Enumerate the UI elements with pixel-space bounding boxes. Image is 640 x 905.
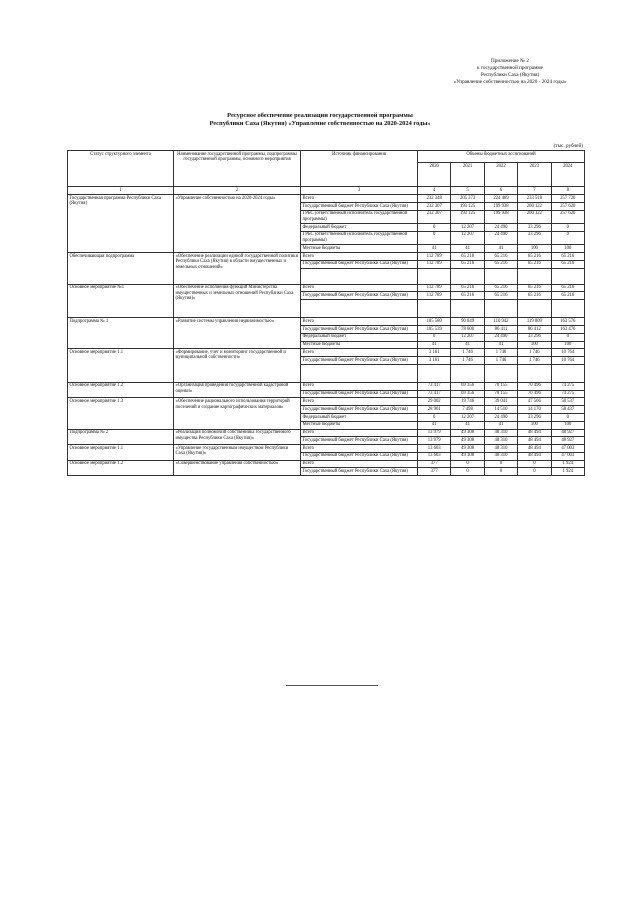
value-cell: 1 746 xyxy=(518,349,551,357)
value-cell: 24 490 xyxy=(484,231,517,244)
source-cell: Всего xyxy=(301,398,418,406)
value-cell: 48 310 xyxy=(484,452,517,460)
value-cell: 70 155 xyxy=(484,382,517,390)
source-cell: Всего xyxy=(301,253,418,261)
value-cell: 1 924 xyxy=(551,468,584,476)
value-cell: 65 216 xyxy=(484,292,517,300)
appendix-line: Республики Саха (Якутия) xyxy=(480,72,540,78)
header-year: 2020 xyxy=(418,163,451,187)
value-cell: 193 125 xyxy=(451,210,484,223)
title-line: Республики Саха (Якутия) «Управление собственностью на 2020-2024 годы» xyxy=(209,120,431,127)
value-cell: 65 216 xyxy=(484,260,517,268)
value-cell: 65 216 xyxy=(518,292,551,300)
column-number: 2 xyxy=(174,187,301,195)
value-cell: 74 275 xyxy=(551,390,584,398)
value-cell: 24 490 xyxy=(484,413,517,421)
column-number: 6 xyxy=(484,187,517,195)
unit-label: (тыс. рублей) xyxy=(553,143,583,149)
table-row xyxy=(68,398,585,406)
name-cell: «Реализация полномочий собственника государственного имущества Республики Саха (Якутия)» xyxy=(174,429,301,445)
value-cell: 41 xyxy=(451,421,484,429)
value-cell: 41 xyxy=(418,341,451,349)
value-cell: 73 417 xyxy=(418,382,451,390)
value-cell: 100 xyxy=(518,421,551,429)
name-cell: «Управление собственностью на 2020-2024 годы» xyxy=(174,195,301,253)
resource-table xyxy=(67,150,585,476)
value-cell: 14 170 xyxy=(518,406,551,414)
value-cell: 47 566 xyxy=(518,398,551,406)
appendix-line: Приложение № 2 xyxy=(491,58,529,64)
value-cell: 0 xyxy=(551,224,584,232)
empty-cell xyxy=(551,364,584,382)
value-cell: 3 161 xyxy=(418,357,451,365)
value-cell: 0 xyxy=(418,224,451,232)
value-cell: 48 927 xyxy=(551,437,584,445)
value-cell: 13 603 xyxy=(418,452,451,460)
value-cell: 14 510 xyxy=(484,406,517,414)
value-cell: 200 122 xyxy=(518,202,551,210)
source-cell: Всего xyxy=(301,382,418,390)
value-cell: 65 216 xyxy=(518,260,551,268)
value-cell: 70 496 xyxy=(518,382,551,390)
value-cell: 200 122 xyxy=(518,210,551,223)
name-cell: «Управление государственным имуществом Республики Саха (Якутия)» xyxy=(174,445,301,461)
value-cell: 224 469 xyxy=(484,195,517,203)
value-cell: 65 216 xyxy=(451,260,484,268)
source-cell: Государственный бюджет Республики Саха (Якутия) xyxy=(301,406,418,414)
status-cell: Основное мероприятие 1.3 xyxy=(68,398,174,429)
value-cell: 86 412 xyxy=(518,325,551,333)
value-cell: 105 580 xyxy=(418,318,451,326)
empty-cell xyxy=(551,300,584,318)
value-cell: 12 207 xyxy=(451,413,484,421)
value-cell: 1 746 xyxy=(451,357,484,365)
status-cell: Основное мероприятие 1.2 xyxy=(68,460,174,476)
empty-cell xyxy=(451,300,484,318)
value-cell: 0 xyxy=(418,413,451,421)
value-cell: 41 xyxy=(451,245,484,253)
value-cell: 48 494 xyxy=(518,452,551,460)
value-cell: 3 161 xyxy=(418,349,451,357)
value-cell: 233 518 xyxy=(518,195,551,203)
value-cell: 19 746 xyxy=(451,398,484,406)
value-cell: 48 310 xyxy=(484,429,517,437)
value-cell: 112 789 xyxy=(418,284,451,292)
column-number: 8 xyxy=(551,187,584,195)
value-cell: 10 764 xyxy=(551,357,584,365)
value-cell: 100 xyxy=(518,341,551,349)
column-number: 3 xyxy=(301,187,418,195)
empty-cell xyxy=(518,268,551,284)
value-cell: 232 307 xyxy=(418,202,451,210)
value-cell: 163 476 xyxy=(551,325,584,333)
name-cell: «Формирование, учет и мониторинг государственной и муниципальной собственности» xyxy=(174,349,301,383)
empty-cell xyxy=(451,268,484,284)
source-cell: Местные бюджеты xyxy=(301,341,418,349)
value-cell: 65 216 xyxy=(551,292,584,300)
header-status: Статус структурного элемента xyxy=(68,151,174,187)
value-cell: 48 310 xyxy=(484,437,517,445)
value-cell: 33 296 xyxy=(518,224,551,232)
header-volumes: Объемы бюджетных ассигнований xyxy=(418,151,585,163)
value-cell: 257 620 xyxy=(551,210,584,223)
value-cell: 70 496 xyxy=(518,390,551,398)
empty-cell xyxy=(484,268,517,284)
header-year: 2022 xyxy=(484,163,517,187)
title-line: Ресурсное обеспечение реализации государственной программы xyxy=(227,112,413,119)
value-cell: 39 041 xyxy=(484,398,517,406)
name-cell: «Совершенствование управления собственностью» xyxy=(174,460,301,476)
value-cell: 112 789 xyxy=(418,260,451,268)
value-cell: 0 xyxy=(551,413,584,421)
value-cell: 0 xyxy=(551,231,584,244)
value-cell: 47 003 xyxy=(551,452,584,460)
value-cell: 12 207 xyxy=(451,231,484,244)
name-cell: «Обеспечение рационального использования территорий поселений и создание картографических материалов» xyxy=(174,398,301,429)
value-cell: 49 308 xyxy=(451,445,484,453)
appendix-line: к государственной программе xyxy=(477,65,543,71)
value-cell: 0 xyxy=(418,333,451,341)
empty-cell xyxy=(418,300,451,318)
value-cell: 10 764 xyxy=(551,349,584,357)
value-cell: 100 xyxy=(551,341,584,349)
value-cell: 100 xyxy=(518,245,551,253)
value-cell: 0 xyxy=(418,231,451,244)
value-cell: 65 216 xyxy=(551,260,584,268)
value-cell: 65 216 xyxy=(518,284,551,292)
value-cell: 377 xyxy=(418,468,451,476)
value-cell: 29 002 xyxy=(418,398,451,406)
value-cell: 65 216 xyxy=(484,253,517,261)
name-cell: «Обеспечение исполнения функций Министерства имущественных и земельных отношений Республики Саха (Якутия)» xyxy=(174,284,301,318)
value-cell: 163 576 xyxy=(551,318,584,326)
source-cell: Федеральный бюджет xyxy=(301,413,418,421)
status-cell: Основное мероприятие №1 xyxy=(68,284,174,318)
value-cell: 65 216 xyxy=(484,284,517,292)
table-row xyxy=(68,445,585,453)
value-cell: 49 308 xyxy=(451,429,484,437)
source-cell: Всего xyxy=(301,195,418,203)
value-cell: 41 xyxy=(451,341,484,349)
header-year: 2021 xyxy=(451,163,484,187)
value-cell: 0 xyxy=(484,460,517,468)
value-cell: 100 xyxy=(551,245,584,253)
value-cell: 74 275 xyxy=(551,382,584,390)
source-cell: Государственный бюджет Республики Саха (Якутия) xyxy=(301,468,418,476)
value-cell: 110 942 xyxy=(484,318,517,326)
value-cell: 205 373 xyxy=(451,195,484,203)
value-cell: 1 746 xyxy=(451,349,484,357)
status-cell: Основное мероприятие 1.2 xyxy=(68,382,174,398)
value-cell: 0 xyxy=(484,468,517,476)
value-cell: 65 216 xyxy=(451,284,484,292)
appendix-line: «Управление собственностью на 2020 - 2024 годы» xyxy=(453,79,567,85)
table-row xyxy=(68,429,585,437)
value-cell: 13 603 xyxy=(418,445,451,453)
value-cell: 41 xyxy=(418,245,451,253)
value-cell: 65 216 xyxy=(451,253,484,261)
status-cell: Государственная программа Республики Саха (Якутия) xyxy=(68,195,174,253)
value-cell: 0 xyxy=(451,460,484,468)
value-cell: 0 xyxy=(518,468,551,476)
value-cell: 48 494 xyxy=(518,437,551,445)
value-cell: 69 356 xyxy=(451,390,484,398)
value-cell: 0 xyxy=(518,460,551,468)
table-row xyxy=(68,460,585,468)
source-cell: Всего xyxy=(301,284,418,292)
value-cell: 7 498 xyxy=(451,406,484,414)
table-row xyxy=(68,284,585,292)
empty-cell xyxy=(484,300,517,318)
value-cell: 41 xyxy=(418,421,451,429)
status-cell: Основное мероприятие 1.1 xyxy=(68,445,174,461)
header-year: 2024 xyxy=(551,163,584,187)
status-cell: Подпрограмма № 1 xyxy=(68,318,174,349)
value-cell: 1 924 xyxy=(551,460,584,468)
empty-cell xyxy=(301,300,418,318)
header-name: Наименование государственной программы, подпрограммы государственной программы, основного мероприятия xyxy=(174,151,301,187)
source-cell: Федеральный бюджет xyxy=(301,333,418,341)
source-cell: Государственный бюджет Республики Саха (Якутия) xyxy=(301,202,418,210)
source-cell: Всего xyxy=(301,429,418,437)
value-cell: 70 155 xyxy=(484,390,517,398)
source-cell: Государственный бюджет Республики Саха (Якутия) xyxy=(301,325,418,333)
value-cell: 41 xyxy=(484,421,517,429)
column-number: 5 xyxy=(451,187,484,195)
status-cell: Обеспечивающая подпрограмма xyxy=(68,253,174,285)
value-cell: 193 125 xyxy=(451,202,484,210)
table-row xyxy=(68,382,585,390)
empty-cell xyxy=(301,268,418,284)
value-cell: 90 849 xyxy=(451,318,484,326)
empty-cell xyxy=(551,268,584,284)
value-cell: 13 979 xyxy=(418,429,451,437)
value-cell: 86 411 xyxy=(484,325,517,333)
value-cell: 65 216 xyxy=(518,253,551,261)
source-cell: Государственный бюджет Республики Саха (Якутия) xyxy=(301,437,418,445)
header-source: Источник финансирования xyxy=(301,151,418,187)
value-cell: 48 927 xyxy=(551,429,584,437)
column-number: 4 xyxy=(418,187,451,195)
status-cell: Подпрограмма № 2 xyxy=(68,429,174,445)
value-cell: 257 620 xyxy=(551,202,584,210)
value-cell: 12 207 xyxy=(451,224,484,232)
source-cell: Федеральный бюджет xyxy=(301,224,418,232)
value-cell: 48 310 xyxy=(484,445,517,453)
value-cell: 58 437 xyxy=(551,406,584,414)
source-cell: Всего xyxy=(301,349,418,357)
value-cell: 232 348 xyxy=(418,195,451,203)
column-number: 7 xyxy=(518,187,551,195)
value-cell: 119 809 xyxy=(518,318,551,326)
value-cell: 65 216 xyxy=(451,292,484,300)
value-cell: 199 938 xyxy=(484,202,517,210)
value-cell: 33 296 xyxy=(518,231,551,244)
empty-cell xyxy=(418,364,451,382)
value-cell: 105 539 xyxy=(418,325,451,333)
source-cell: Государственный бюджет Республики Саха (Якутия) xyxy=(301,390,418,398)
value-cell: 24 490 xyxy=(484,333,517,341)
column-number: 1 xyxy=(68,187,174,195)
value-cell: 41 xyxy=(484,341,517,349)
table-row xyxy=(68,195,585,203)
table-row xyxy=(68,318,585,326)
empty-cell xyxy=(518,364,551,382)
value-cell: 33 296 xyxy=(518,413,551,421)
source-cell: Всего xyxy=(301,445,418,453)
value-cell: 65 216 xyxy=(551,284,584,292)
value-cell: 232 307 xyxy=(418,210,451,223)
table-row xyxy=(68,349,585,357)
value-cell: 1 746 xyxy=(484,357,517,365)
appendix-note xyxy=(420,58,600,86)
header-year: 2023 xyxy=(518,163,551,187)
value-cell: 112 789 xyxy=(418,292,451,300)
source-cell: Государственный бюджет Республики Саха (Якутия) xyxy=(301,260,418,268)
value-cell: 257 720 xyxy=(551,195,584,203)
empty-cell xyxy=(484,364,517,382)
empty-cell xyxy=(301,364,418,382)
value-cell: 112 789 xyxy=(418,253,451,261)
value-cell: 0 xyxy=(551,333,584,341)
value-cell: 1 746 xyxy=(484,349,517,357)
value-cell: 377 xyxy=(418,460,451,468)
value-cell: 49 308 xyxy=(451,437,484,445)
value-cell: 65 216 xyxy=(551,253,584,261)
source-cell: ГРБС (ответственный исполнитель государственной программы) xyxy=(301,231,418,244)
empty-cell xyxy=(518,300,551,318)
source-cell: ГРБС (ответственный исполнитель государственной программы) xyxy=(301,210,418,223)
name-cell: «Обеспечение реализации единой государственной политики Республики Саха (Якутия) в области имущественных и земельных отношений» xyxy=(174,253,301,285)
value-cell: 49 308 xyxy=(451,452,484,460)
value-cell: 33 296 xyxy=(518,333,551,341)
value-cell: 1 746 xyxy=(518,357,551,365)
source-cell: Государственный бюджет Республики Саха (Якутия) xyxy=(301,357,418,365)
name-cell: «Организация проведения государственной кадастровой оценки» xyxy=(174,382,301,398)
value-cell: 0 xyxy=(451,468,484,476)
footer-divider xyxy=(286,685,378,686)
value-cell: 100 xyxy=(551,421,584,429)
value-cell: 28 961 xyxy=(418,406,451,414)
empty-cell xyxy=(418,268,451,284)
value-cell: 13 979 xyxy=(418,437,451,445)
value-cell: 69 356 xyxy=(451,382,484,390)
source-cell: Всего xyxy=(301,318,418,326)
table-row xyxy=(68,253,585,261)
value-cell: 48 494 xyxy=(518,429,551,437)
document-title xyxy=(60,112,580,128)
value-cell: 24 490 xyxy=(484,224,517,232)
source-cell: Местные бюджеты xyxy=(301,421,418,429)
source-cell: Государственный бюджет Республики Саха (Якутия) xyxy=(301,292,418,300)
name-cell: «Развитие системы управления недвижимостью» xyxy=(174,318,301,349)
value-cell: 12 207 xyxy=(451,333,484,341)
value-cell: 78 600 xyxy=(451,325,484,333)
value-cell: 199 938 xyxy=(484,210,517,223)
column-number-row xyxy=(68,187,585,195)
value-cell: 58 537 xyxy=(551,398,584,406)
table-body xyxy=(68,187,585,476)
source-cell: Всего xyxy=(301,460,418,468)
empty-cell xyxy=(451,364,484,382)
value-cell: 73 417 xyxy=(418,390,451,398)
status-cell: Основное мероприятие 1.1 xyxy=(68,349,174,383)
source-cell: Местные бюджеты xyxy=(301,245,418,253)
value-cell: 41 xyxy=(484,245,517,253)
value-cell: 48 494 xyxy=(518,445,551,453)
source-cell: Государственный бюджет Республики Саха (Якутия) xyxy=(301,452,418,460)
value-cell: 47 003 xyxy=(551,445,584,453)
